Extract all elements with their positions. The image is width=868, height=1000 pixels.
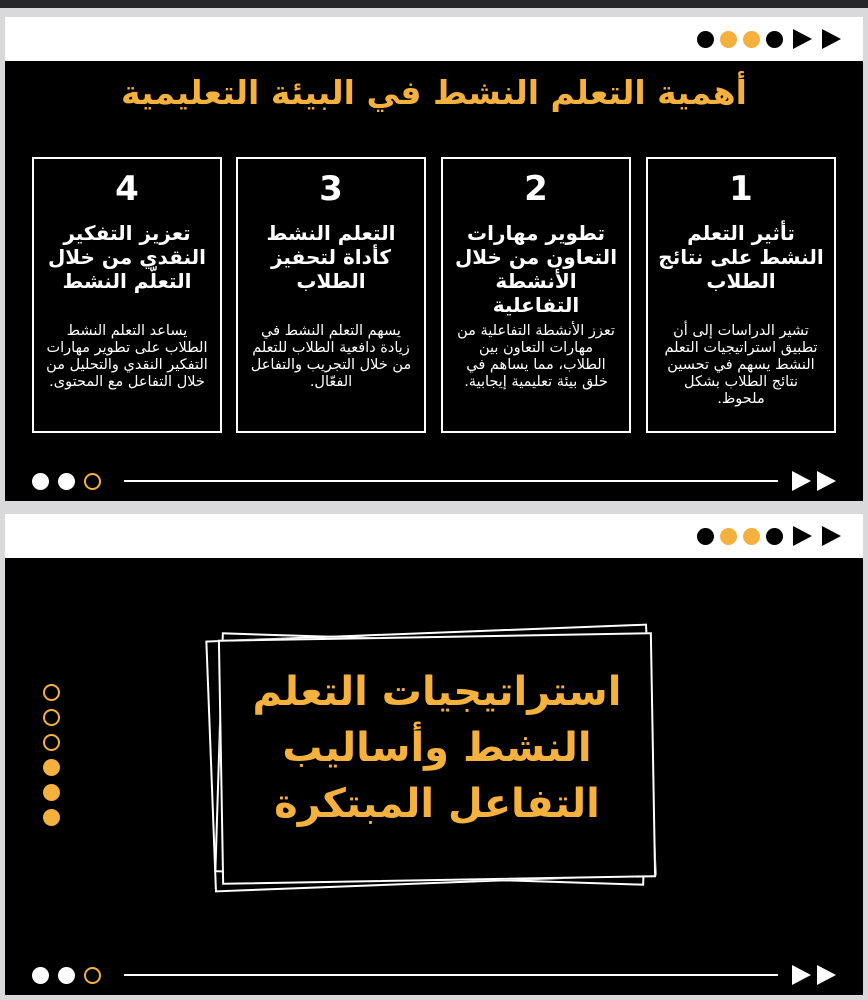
yellow-dot-icon [743,528,760,545]
black-dot-icon [697,528,714,545]
white-dot-icon [32,967,49,984]
card-1 [646,157,836,433]
play-icon [792,965,811,985]
outline-ring-icon [43,709,60,726]
black-dot-icon [766,528,783,545]
slide-1[interactable] [5,17,863,501]
top-strip [0,0,868,8]
black-dot-icon [766,31,783,48]
ring-dot-icon [84,967,101,984]
black-dot-icon [697,31,714,48]
filled-dot-icon [43,809,60,826]
play-icon [822,526,841,546]
play-icon [793,526,812,546]
card-title: تطوير مهارات التعاون من خلال الأنشطة التفاعلية [454,221,618,317]
play-icon [793,29,812,49]
play-icon [817,471,836,491]
card-number: 1 [729,169,753,209]
card-text: تعزز الأنشطة التفاعلية من مهارات التعاون بين الطلاب، مما يساهم في خلق بيئة تعليمية إيجابية. [457,323,615,390]
card-number: 2 [524,169,548,209]
white-dot-icon [32,473,49,490]
card-number: 3 [319,169,343,209]
ring-dot-icon [84,473,101,490]
outline-ring-icon [43,734,60,751]
outline-ring-icon [43,684,60,701]
progress-line [124,480,778,482]
header-controls [697,525,841,547]
card-title: التعلم النشط كأداة لتحفيز الطلاب [266,221,396,293]
play-icon [792,471,811,491]
card-2 [441,157,631,433]
card-text: تشير الدراسات إلى أن تطبيق استراتيجيات التعلم النشط يسهم في تحسين نتائج الطلاب بشكل ملحوظ. [664,323,818,407]
progress-line [124,974,778,976]
yellow-dot-icon [720,31,737,48]
card-3 [236,157,426,433]
filled-dot-icon [43,784,60,801]
filled-dot-icon [43,759,60,776]
cards-row [32,157,836,433]
card-text: يساعد التعلم النشط الطلاب على تطوير مهارات التفكير النقدي والتحليل من خلال التفاعل مع المحتوى. [46,323,208,390]
card-text: يسهم التعلم النشط في زيادة دافعية الطلاب للتعلم من خلال التجريب والتفاعل الفعّال. [250,323,412,390]
card-number: 4 [115,169,139,209]
yellow-dot-icon [743,31,760,48]
card-4 [32,157,222,433]
footer-controls [32,963,836,987]
header-controls [697,28,841,50]
white-dot-icon [58,473,75,490]
slide-title: استراتيجيات التعلم النشط وأساليب التفاعل المبتكرة [252,669,622,827]
play-icon [817,965,836,985]
yellow-dot-icon [720,528,737,545]
play-icon [822,29,841,49]
white-dot-icon [58,967,75,984]
footer-controls [32,469,836,493]
slide-header [5,514,863,558]
card-title: تأثير التعلم النشط على نتائج الطلاب [658,221,824,293]
slide-header [5,17,863,61]
slide-title: أهمية التعلم النشط في البيئة التعليمية [121,73,747,112]
slide-2[interactable] [5,514,863,995]
card-title: تعزيز التفكير النقدي من خلال التعلّم النشط [47,221,207,293]
side-rings [43,684,63,834]
